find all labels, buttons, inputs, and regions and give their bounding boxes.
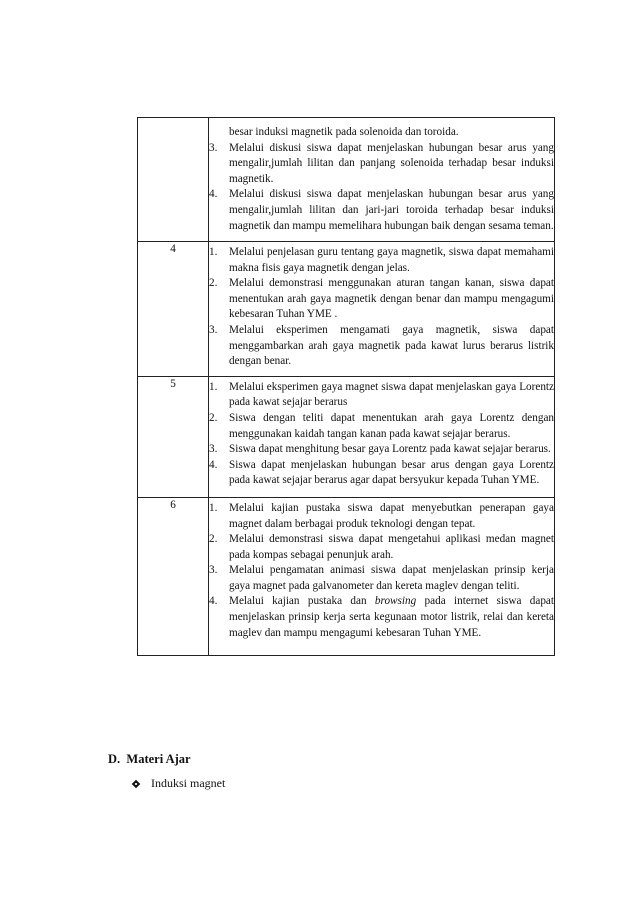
table-row (138, 242, 555, 377)
table-row (138, 118, 555, 242)
list-item: 1. Melalui penjelasan guru tentang gaya magnetik, siswa dapat memahami makna fisis gaya magnetik dengan jelas. (209, 246, 554, 274)
list-item: 2. Siswa dengan teliti dapat menentukan arah gaya Lorentz dengan menggunakan kaidah tangan kanan pada kawat sejajar berarus. (209, 411, 554, 440)
list-item: 3. Siswa dapat menghitung besar gaya Lorentz pada kawat sejajar berarus. (209, 443, 551, 456)
objectives-table (137, 117, 555, 656)
bullet-text: Induksi magnet (151, 776, 226, 790)
objectives-cell (209, 118, 555, 242)
list-item: 4. Melalui diskusi siswa dapat menjelaskan hubungan besar arus yang mengalir,jumlah lilitan dan jari-jari toroida terhadap besar induksi magnetik dan mampu memelihara hubungan baik dengan sesama teman. (209, 188, 554, 232)
list-item: 1. Melalui kajian pustaka siswa dapat menyebutkan penerapan gaya magnet dalam berbagai produk teknologi dengan tepat. (209, 501, 554, 530)
table-row (138, 376, 555, 497)
list-item: 3. Melalui pengamatan animasi siswa dapat menjelaskan prinsip kerja gaya magnet pada galvanometer dan kereta maglev dengan teliti. (209, 564, 554, 592)
list-item: 1. Melalui eksperimen gaya magnet siswa dapat menjelaskan gaya Lorentz pada kawat sejajar berarus (209, 380, 554, 409)
section-heading: D. Materi Ajar (108, 752, 191, 766)
objectives-cell (209, 242, 555, 377)
table-row (138, 497, 555, 655)
diamond-bullet-icon (132, 779, 140, 787)
list-item: 2. Melalui demonstrasi menggunakan aturan tangan kanan, siswa dapat menentukan arah gaya magnetik dengan benar dan mampu mengagumi kebesaran Tuhan YME . (209, 277, 554, 321)
list-item: 2. Melalui demonstrasi siswa dapat mengetahui aplikasi medan magnet pada kompas sebagai penunjuk arah. (209, 533, 554, 561)
list-item: 4. Melalui kajian pustaka dan browsing pada internet siswa dapat menjelaskan prinsip kerja serta kegunaan motor listrik, relai dan kereta maglev dan mampu mengagumi kebesaran Tuhan YME. (209, 595, 554, 639)
row-number: 4 (138, 242, 209, 377)
objectives-cell (209, 376, 555, 497)
row-number: 5 (138, 376, 209, 497)
list-item: 4. Siswa dapat menjelaskan hubungan besar arus dengan gaya Lorentz pada kawat sejajar berarus agar dapat bersyukur kepada Tuhan YME. (209, 458, 554, 487)
continued-text: besar induksi magnetik pada solenoida dan toroida. (229, 126, 459, 138)
list-item: 3. Melalui diskusi siswa dapat menjelaskan hubungan besar arus yang mengalir,jumlah lilitan dan panjang solenoida terhadap besar induksi magnetik. (209, 141, 554, 185)
row-number: 6 (138, 497, 209, 655)
bullet-item (133, 776, 225, 791)
row-number (138, 118, 209, 242)
list-item: 3. Melalui eksperimen mengamati gaya magnetik, siswa dapat menggambarkan arah gaya magnetik pada kawat lurus berarus listrik dengan benar. (209, 323, 554, 368)
objectives-cell (209, 497, 555, 655)
